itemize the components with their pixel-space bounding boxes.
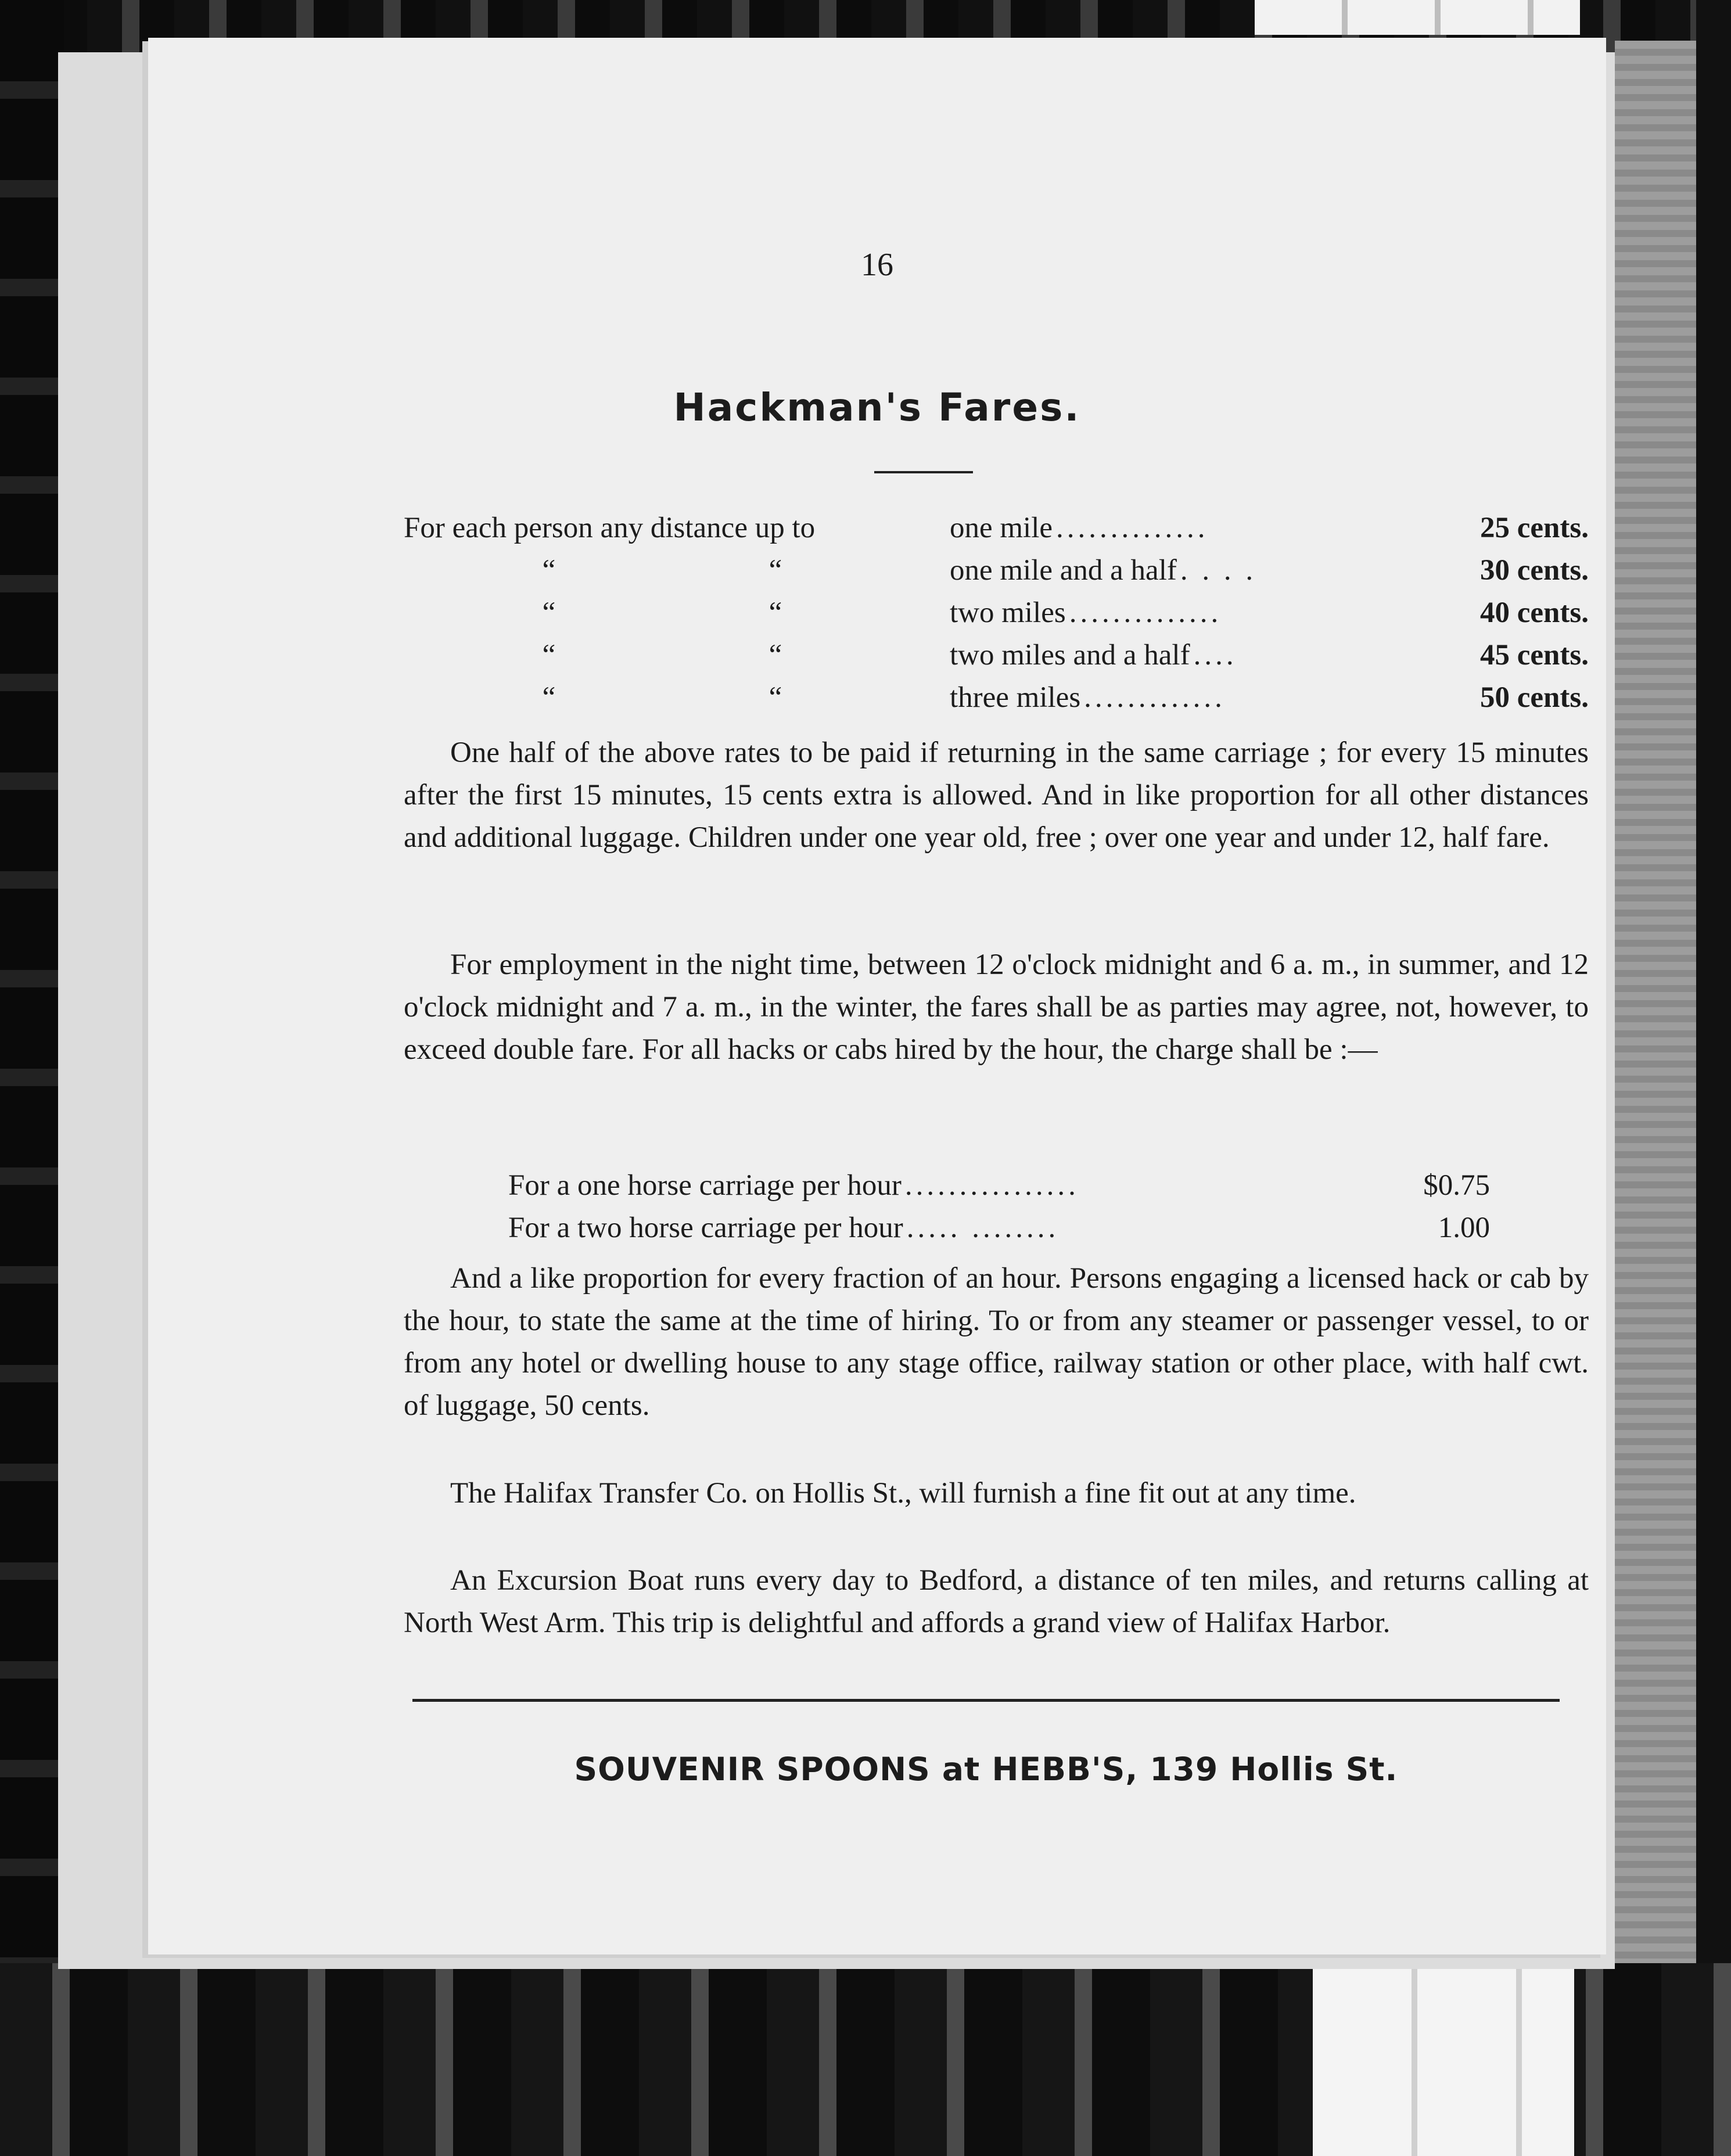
fare-row xyxy=(404,592,1589,634)
fare-value: 50 cents. xyxy=(1480,681,1589,714)
fare-distance: one mile xyxy=(950,512,1053,544)
hourly-rate-value: $0.75 xyxy=(1423,1169,1490,1202)
paragraph-return-rates: One half of the above rates to be paid if returning in the same carriage ; for every 15 minutes after the first 15 minutes, 15 cents extra is allowed. And in like proportion for all other distances and additional luggage. Children under one year old, free ; over one year and under 12, half fare. xyxy=(404,736,1589,854)
fare-row xyxy=(404,634,1589,677)
fare-row xyxy=(404,507,1589,549)
fare-row xyxy=(404,677,1589,719)
scan-background-right-edge xyxy=(1696,0,1731,2156)
fare-leader: .... xyxy=(1193,639,1237,671)
paragraph-transfer: The Halifax Transfer Co. on Hollis St., will furnish a fine fit out at any time. xyxy=(450,1477,1356,1510)
fare-distance: two miles and a half xyxy=(950,639,1190,671)
page-title: Hackman's Fares. xyxy=(673,385,1081,430)
fare-value: 30 cents. xyxy=(1480,554,1589,587)
fare-distance: three miles xyxy=(950,681,1081,714)
ditto-mark: “ xyxy=(768,597,782,629)
paragraph-excursion: An Excursion Boat runs every day to Bedford, a distance of ten miles, and returns calling at North West Arm. This trip is delightful and affords a grand view of Halifax Harbor. xyxy=(404,1564,1589,1639)
ditto-mark: “ xyxy=(542,639,556,671)
hourly-rate-leader: ..... ........ xyxy=(906,1212,1060,1244)
document-page xyxy=(148,38,1606,1954)
scan-strip-top xyxy=(1255,0,1580,35)
hourly-rate-row xyxy=(508,1165,1490,1207)
page-number: 16 xyxy=(861,247,893,283)
hourly-rate-value: 1.00 xyxy=(1438,1212,1490,1244)
title-rule xyxy=(874,471,973,473)
footer-rule xyxy=(412,1699,1560,1702)
fare-leader: ............. xyxy=(1084,681,1226,714)
ditto-mark: “ xyxy=(768,681,782,714)
hourly-rate-leader: ................ xyxy=(904,1169,1079,1202)
paragraph-night-time: For employment in the night time, between 12 o'clock midnight and 6 a. m., in summer, and 12 o'clock midnight and 7 a. m., in the winter, the fares shall be as parties may agree, not, however, to exceed double fare. For all hacks or cabs hired by the hour, the charge shall be :— xyxy=(404,948,1589,1066)
scan-background-left xyxy=(0,0,64,2156)
scan-strip-bottom xyxy=(1313,1963,1574,2156)
fare-leader: .............. xyxy=(1056,512,1209,544)
fare-lead: For each person any distance up to xyxy=(404,512,816,544)
ditto-mark: “ xyxy=(542,554,556,587)
fare-value: 25 cents. xyxy=(1480,512,1589,544)
fare-row xyxy=(404,549,1589,592)
footer-advertisement: SOUVENIR SPOONS at HEBB'S, 139 Hollis St. xyxy=(574,1751,1398,1788)
fare-distance: two miles xyxy=(950,597,1066,629)
ditto-mark: “ xyxy=(542,681,556,714)
ditto-mark: “ xyxy=(768,554,782,587)
hourly-rate-label: For a two horse carriage per hour xyxy=(508,1212,903,1244)
fare-leader: .............. xyxy=(1069,597,1222,629)
paragraph-fraction: And a like proportion for every fraction of an hour. Persons engaging a licensed hack or cab by the hour, to state the same at the time of hiring. To or from any steamer or passenger vessel, to or from any hotel or dwelling house to any stage office, railway station or other place, with half cwt. of luggage, 50 cents. xyxy=(404,1262,1589,1422)
hourly-rate-label: For a one horse carriage per hour xyxy=(508,1169,902,1202)
fare-value: 45 cents. xyxy=(1480,639,1589,671)
ditto-mark: “ xyxy=(542,597,556,629)
fare-distance: one mile and a half xyxy=(950,554,1177,587)
hourly-rate-row xyxy=(508,1207,1490,1249)
ditto-mark: “ xyxy=(768,639,782,671)
fare-value: 40 cents. xyxy=(1480,597,1589,629)
fare-leader: . . . . xyxy=(1180,554,1257,587)
